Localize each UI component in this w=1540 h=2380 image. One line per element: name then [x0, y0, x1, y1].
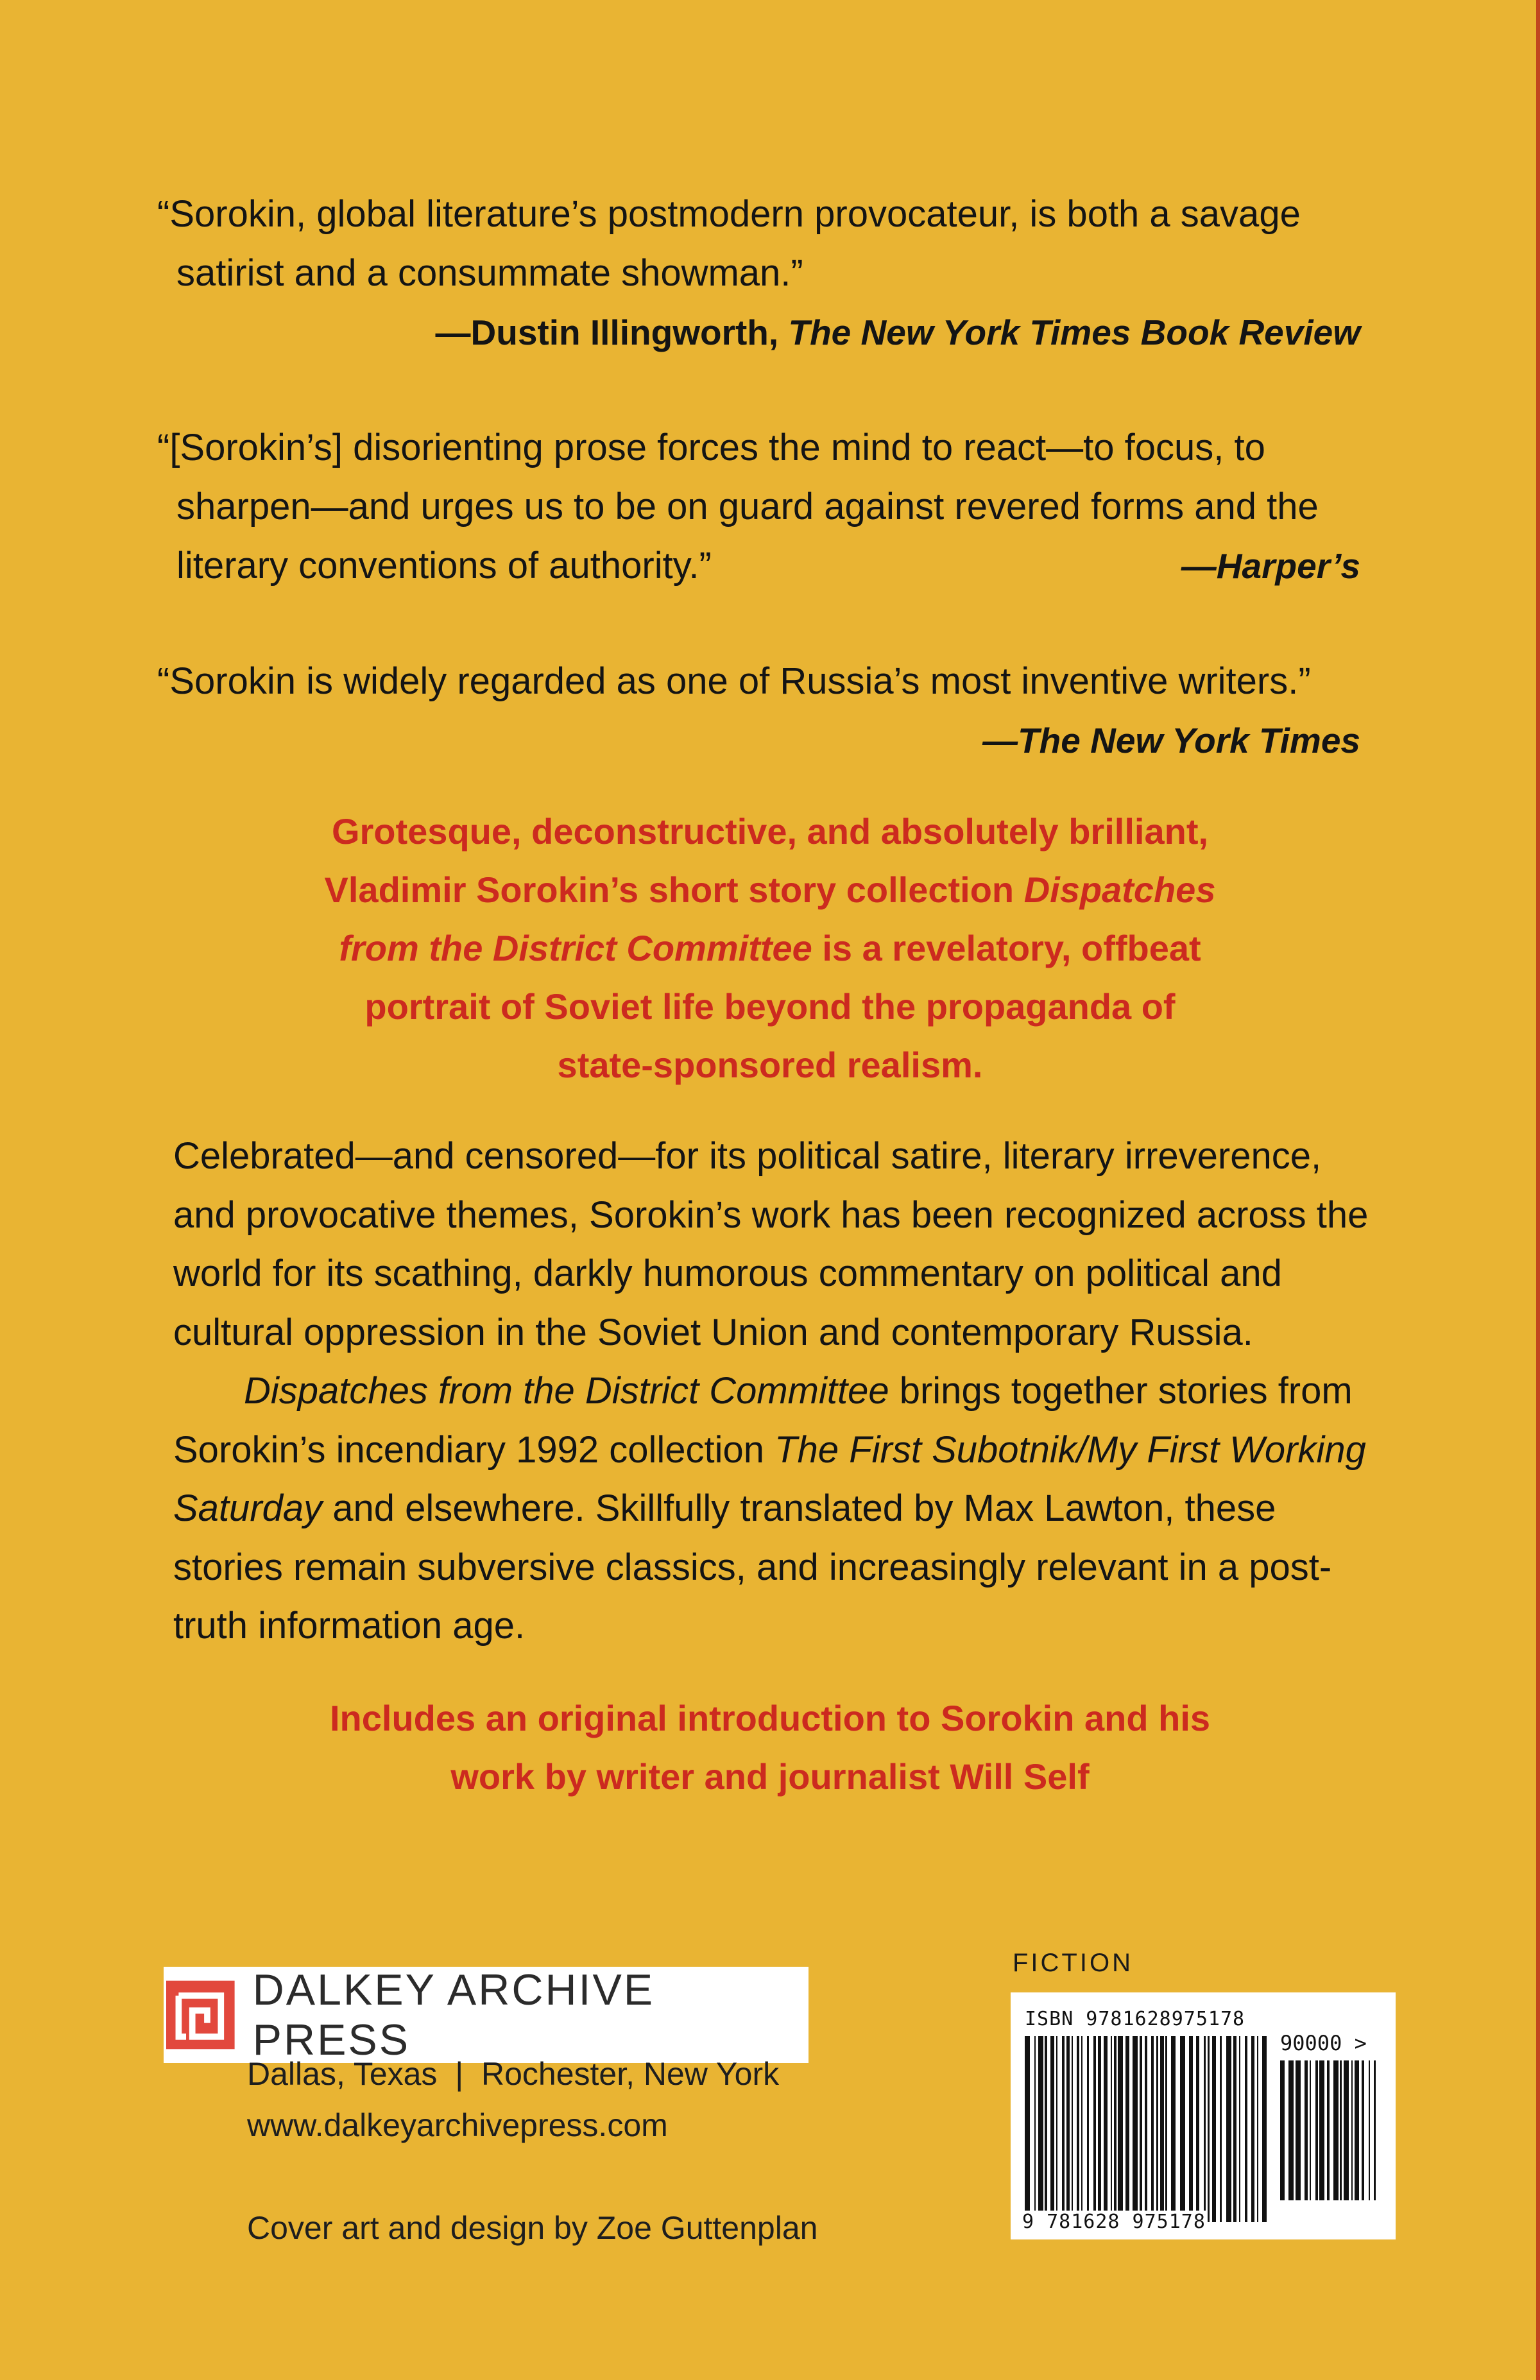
barcode-bar — [1374, 2060, 1376, 2200]
barcode-bars — [1025, 2036, 1272, 2222]
quote-1-line-2: satirist and a consummate showman.” — [176, 252, 803, 294]
description-collection-title: The First Subotnik/My First Working Saturday — [173, 1428, 1366, 1529]
barcode-bar — [1333, 2060, 1339, 2200]
barcode-bar — [1118, 2036, 1123, 2222]
quote-2-line-1: “[Sorokin’s] disorienting prose forces the mind to react—to focus, to — [157, 427, 1265, 468]
barcode-bar — [1125, 2036, 1129, 2222]
barcode-bar — [1077, 2036, 1079, 2222]
barcode-bar — [1034, 2036, 1036, 2222]
barcode-bar — [1133, 2036, 1138, 2222]
blurb-line-2-text: Vladimir Sorokin’s short story collection — [324, 869, 1024, 910]
barcode-bar — [1038, 2036, 1043, 2222]
barcode-bar — [1114, 2036, 1116, 2222]
quote-1-line-1: “Sorokin, global literature’s postmodern provocateur, is both a savage — [157, 193, 1301, 235]
barcode-bar — [1355, 2060, 1359, 2200]
barcode-bar — [1257, 2036, 1258, 2222]
barcode-bar — [1310, 2060, 1311, 2200]
quote-2-attribution: —Harper’s — [1181, 546, 1360, 586]
barcode-bar — [1233, 2036, 1236, 2222]
barcode-bar — [1045, 2036, 1047, 2222]
barcode-bar — [1226, 2036, 1231, 2222]
quote-2-line-3-text: literary conventions of authority.” — [176, 545, 712, 586]
description — [173, 1127, 1373, 1656]
price-code: 90000 > — [1280, 2031, 1367, 2055]
dalkey-logo-icon — [166, 1980, 235, 2050]
barcode-bar — [1208, 2036, 1210, 2222]
introduction-note — [199, 1689, 1341, 1806]
barcode-bar — [1087, 2036, 1089, 2222]
barcode-bar — [1340, 2060, 1342, 2200]
barcode-bar — [1066, 2036, 1070, 2222]
barcode-bar — [1280, 2060, 1285, 2200]
category-label: FICTION — [1013, 1949, 1133, 1977]
barcode-bar — [1180, 2036, 1185, 2222]
barcode-bar — [1171, 2036, 1176, 2222]
barcode-bar — [1165, 2036, 1167, 2222]
barcode-bar — [1315, 2060, 1318, 2200]
barcode-bar — [1239, 2036, 1240, 2222]
barcode-bar — [1288, 2060, 1294, 2200]
blurb-title-part-2: from the District Committee — [339, 928, 812, 968]
barcode-bar — [1081, 2036, 1082, 2222]
barcode-bar — [1296, 2060, 1301, 2200]
barcode-bar — [1262, 2036, 1267, 2222]
barcode-bar — [1140, 2036, 1142, 2222]
cover-edge — [1536, 0, 1540, 2380]
quote-3 — [157, 652, 1360, 770]
description-book-title: Dispatches from the District Committee — [244, 1370, 889, 1412]
barcode-bar — [1111, 2036, 1112, 2222]
barcode-digits: 9 781628 975178 — [1022, 2211, 1206, 2233]
description-paragraph-2-part-b: and elsewhere. Skillfully translated by Max Lawton, these stories remain subversive classics, and increasingly relevant in a post-truth information age. — [173, 1487, 1332, 1647]
barcode-bar — [1327, 2060, 1330, 2200]
blurb-line-2 — [199, 860, 1341, 919]
barcode-bar — [1104, 2036, 1108, 2222]
blurb-title-part-1: Dispatches — [1023, 869, 1216, 910]
blurb-line-3-text: is a revelatory, offbeat — [812, 928, 1201, 968]
quote-2-line-3 — [157, 536, 1360, 595]
barcode-bar — [1025, 2036, 1030, 2222]
barcode-bar — [1369, 2060, 1370, 2200]
blurb-line-3 — [199, 919, 1341, 977]
barcode-bar — [1072, 2036, 1073, 2222]
barcode-bar — [1062, 2036, 1065, 2222]
barcode-bar — [1251, 2036, 1254, 2222]
quote-1-attribution-name: —Dustin Illingworth, — [435, 312, 789, 352]
blurb-line-1: Grotesque, deconstructive, and absolutely brilliant, — [331, 811, 1209, 852]
publisher-url: www.dalkeyarchivepress.com — [247, 2107, 668, 2143]
barcode-bar — [1245, 2036, 1247, 2222]
barcode-bar — [1056, 2036, 1057, 2222]
introduction-note-line-2: work by writer and journalist Will Self — [450, 1756, 1090, 1797]
barcode-bar — [1093, 2036, 1096, 2222]
quote-1-attribution-source: The New York Times Book Review — [788, 312, 1360, 352]
barcode — [1011, 1992, 1396, 2239]
barcode-bar — [1212, 2036, 1216, 2222]
introduction-note-line-1: Includes an original introduction to Sorokin and his — [329, 1698, 1211, 1738]
publisher-logo — [164, 1967, 809, 2063]
barcode-bar — [1050, 2036, 1054, 2222]
description-paragraph-1: Celebrated—and censored—for its political satire, literary irreverence, and provocative themes, Sorokin’s work has been recognized across the world for its scathing, darkly humorous commentary on political and cultural oppression in the Soviet Union and contemporary Russia. — [173, 1135, 1369, 1353]
barcode-bar — [1220, 2036, 1222, 2222]
isbn-label: ISBN 9781628975178 — [1025, 2008, 1245, 2030]
barcode-bar — [1319, 2060, 1324, 2200]
barcode-bar — [1151, 2036, 1154, 2222]
publisher-cities: Dallas, Texas | Rochester, New York — [247, 2056, 780, 2092]
barcode-bar — [1189, 2036, 1193, 2222]
quote-1 — [157, 185, 1360, 362]
barcode-bar — [1098, 2036, 1101, 2222]
quote-3-attribution: —The New York Times — [982, 721, 1360, 760]
quote-2 — [157, 418, 1360, 595]
barcode-addon-bars — [1280, 2060, 1383, 2200]
description-paragraph-2-part-a: brings together stories from Sorokin’s incendiary 1992 collection — [173, 1370, 1353, 1471]
barcode-bar — [1305, 2060, 1308, 2200]
quote-1-attribution — [157, 303, 1360, 362]
cover-credit: Cover art and design by Zoe Guttenplan — [247, 2210, 818, 2246]
barcode-bar — [1362, 2060, 1364, 2200]
barcode-bar — [1156, 2036, 1158, 2222]
barcode-bar — [1160, 2036, 1164, 2222]
barcode-bar — [1204, 2036, 1206, 2222]
blurb-line-4: portrait of Soviet life beyond the propaganda of — [364, 986, 1176, 1027]
quote-2-line-2: sharpen—and urges us to be on guard against revered forms and the — [176, 486, 1319, 527]
blurb — [199, 802, 1341, 1094]
barcode-bar — [1196, 2036, 1199, 2222]
barcode-bar — [1351, 2060, 1353, 2200]
quote-3-line-1: “Sorokin is widely regarded as one of Russia’s most inventive writers.” — [157, 660, 1311, 702]
barcode-bar — [1344, 2060, 1349, 2200]
barcode-bar — [1145, 2036, 1147, 2222]
publisher-name: DALKEY ARCHIVE PRESS — [252, 1965, 655, 2064]
blurb-line-5: state-sponsored realism. — [557, 1045, 983, 1085]
description-paragraph-2 — [173, 1362, 1373, 1656]
